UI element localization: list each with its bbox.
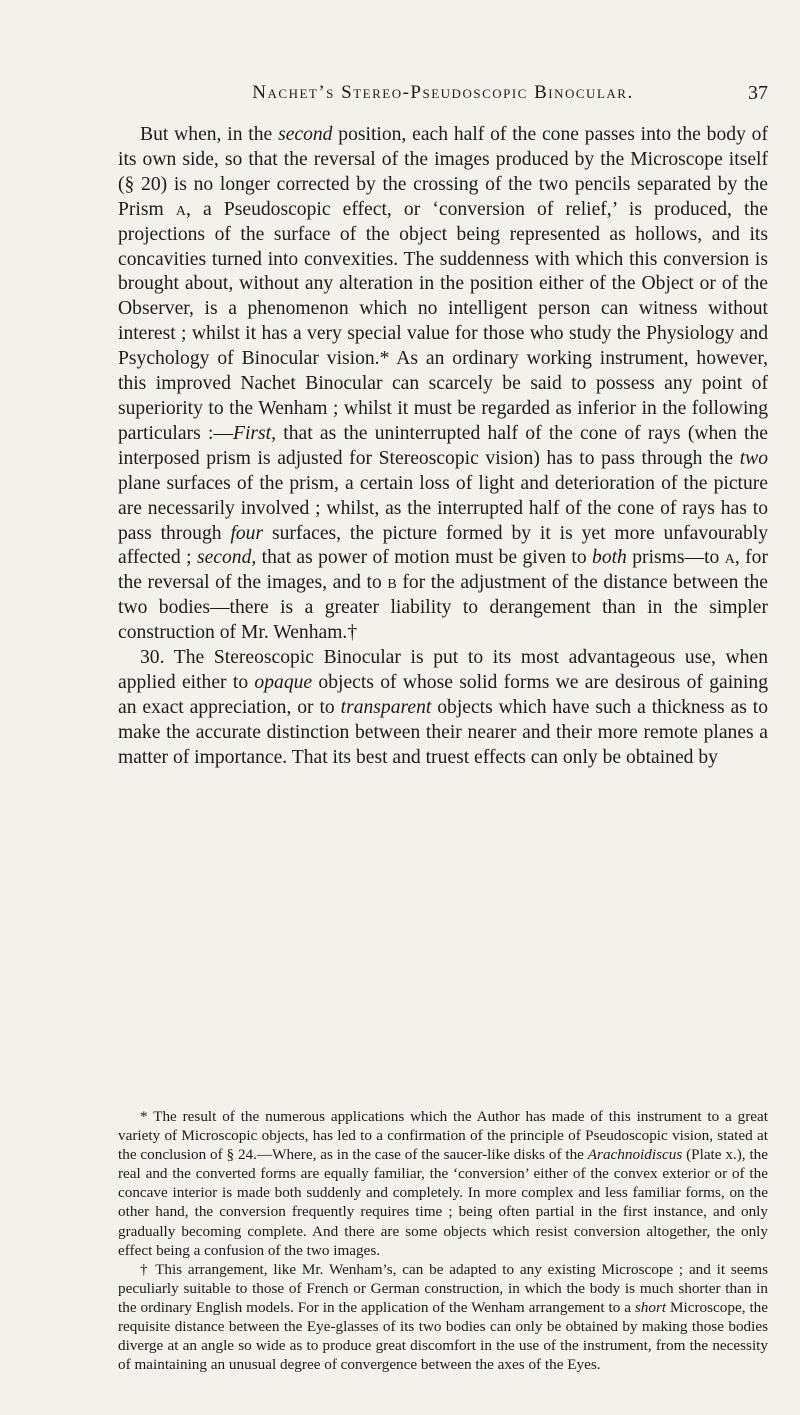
italic-text: second, [196,547,257,569]
text-run: surfaces, the picture formed by it is yet more unfavourably affected ; [118,522,768,569]
footnote-2 [118,1260,768,1375]
footnotes [118,1107,768,1374]
text-run: objects of whose solid forms we are desirous of gaining an exact appreciation, or to [118,671,768,718]
text-run: that as the uninterrupted half of the cone of rays (when the interposed prism is adjusted for Stereoscopic vision) has to pass through the [118,422,768,469]
italic-text: opaque [254,671,313,693]
text-run: , for the reversal of the images, and to [118,547,768,594]
text-run: † This arrangement, like Mr. Wenham’s, can be adapted to any existing Microscope ; and it seems peculiarly suitable to those of French or German construction, in which the body is much shorter than in the ordinary English models. For in the application of the Wenham arrangement to a [118,1260,768,1316]
running-title: Nachet’s Stereo-Pseudoscopic Binocular. [252,82,634,103]
small-caps-letter: a [724,547,735,569]
italic-text: second [278,124,333,145]
text-run: objects which have such a thickness as to make the accurate distinction between their nearer and their more remote planes a matter of importance. That its best and truest effects can only be obtained by [118,696,769,768]
text-run: , a Pseudoscopic effect, or ‘conversion of relief,’ is produced, the projections of the surface of the object being represented as hollows, and its concavities turned into convexities. The suddenness with which this conversion is brought about, without any alteration in the position either of the Object or of the Observer, is a phenomenon which no intelligent person can witness without interest ; whilst it has a very special value for those who study the Physiology and Psychology of Binocular vision.* As an ordinary working instrument, however, this improved Nachet Binocular can scarcely be said to possess any point of superiority to the Wenham ; whilst it must be regarded as inferior in the following particulars :— [118,198,768,444]
italic-text: two [739,447,768,469]
paragraph-2 [118,646,768,771]
text-run: for the adjustment of the distance between the two bodies—there is a greater liability to derangement than in the simpler construction of Mr. Wenham.† [118,572,768,644]
italic-text: Arachnoidiscus [587,1146,683,1164]
italic-text: short [634,1298,667,1316]
italic-text: First, [233,422,277,444]
text-run: (Plate x.), the real and the converted forms are equally familiar, the ‘conversion’ either of the convex exterior or of the concave interior is made both suddenly and completely. In more complex and less familiar forms, on the other hand, the conversion frequently requires time ; being often partial in the first instance, and only gradually becoming complete. And there are some objects which resist conversion altogether, the only effect being a confusion of the two images. [118,1146,768,1259]
text-run: that as power of motion must be given to [256,547,593,569]
text-run: But when, in the [140,124,279,145]
page-number: 37 [748,82,768,104]
text-run: position, each half of the cone passes into the body of its own side, so that the reversal of the images produced by the Microscope itself (§ 20) is no longer corrected by the crossing of the two pencils separated by the Prism [118,124,769,220]
text-run: * The result of the numerous applications which the Author has made of this instrument to a great variety of Microscopic objects, has led to a confirmation of the principle of Pseudoscopic vision, stated at the conclusion of § 24.—Where, as in the case of the saucer-like disks of the [118,1108,768,1164]
text-run: Microscope, the requisite distance between the Eye-glasses of its two bodies can only be obtained by making those bodies diverge at an angle so wide as to produce great discomfort in the use of the instrument, from the necessity of maintaining an unusual degree of convergence between the axes of the Eyes. [118,1298,768,1374]
text-run: 30. The Stereoscopic Binocular is put to its most advantageous use, when applied either to [118,647,768,693]
text-run: prisms—to [626,547,725,569]
paragraph-1 [118,123,768,646]
text-run: plane surfaces of the prism, a certain loss of light and deterioration of the picture are necessarily involved ; whilst, as the interrupted half of the cone of rays has to pass through [118,472,768,544]
italic-text: transparent [340,696,432,718]
small-caps-letter: b [387,572,397,594]
italic-text: four [230,522,264,544]
small-caps-letter: a [175,198,186,220]
page-header [118,82,768,108]
italic-text: both [592,547,627,569]
footnote-1 [118,1107,768,1260]
body-text [118,123,768,771]
